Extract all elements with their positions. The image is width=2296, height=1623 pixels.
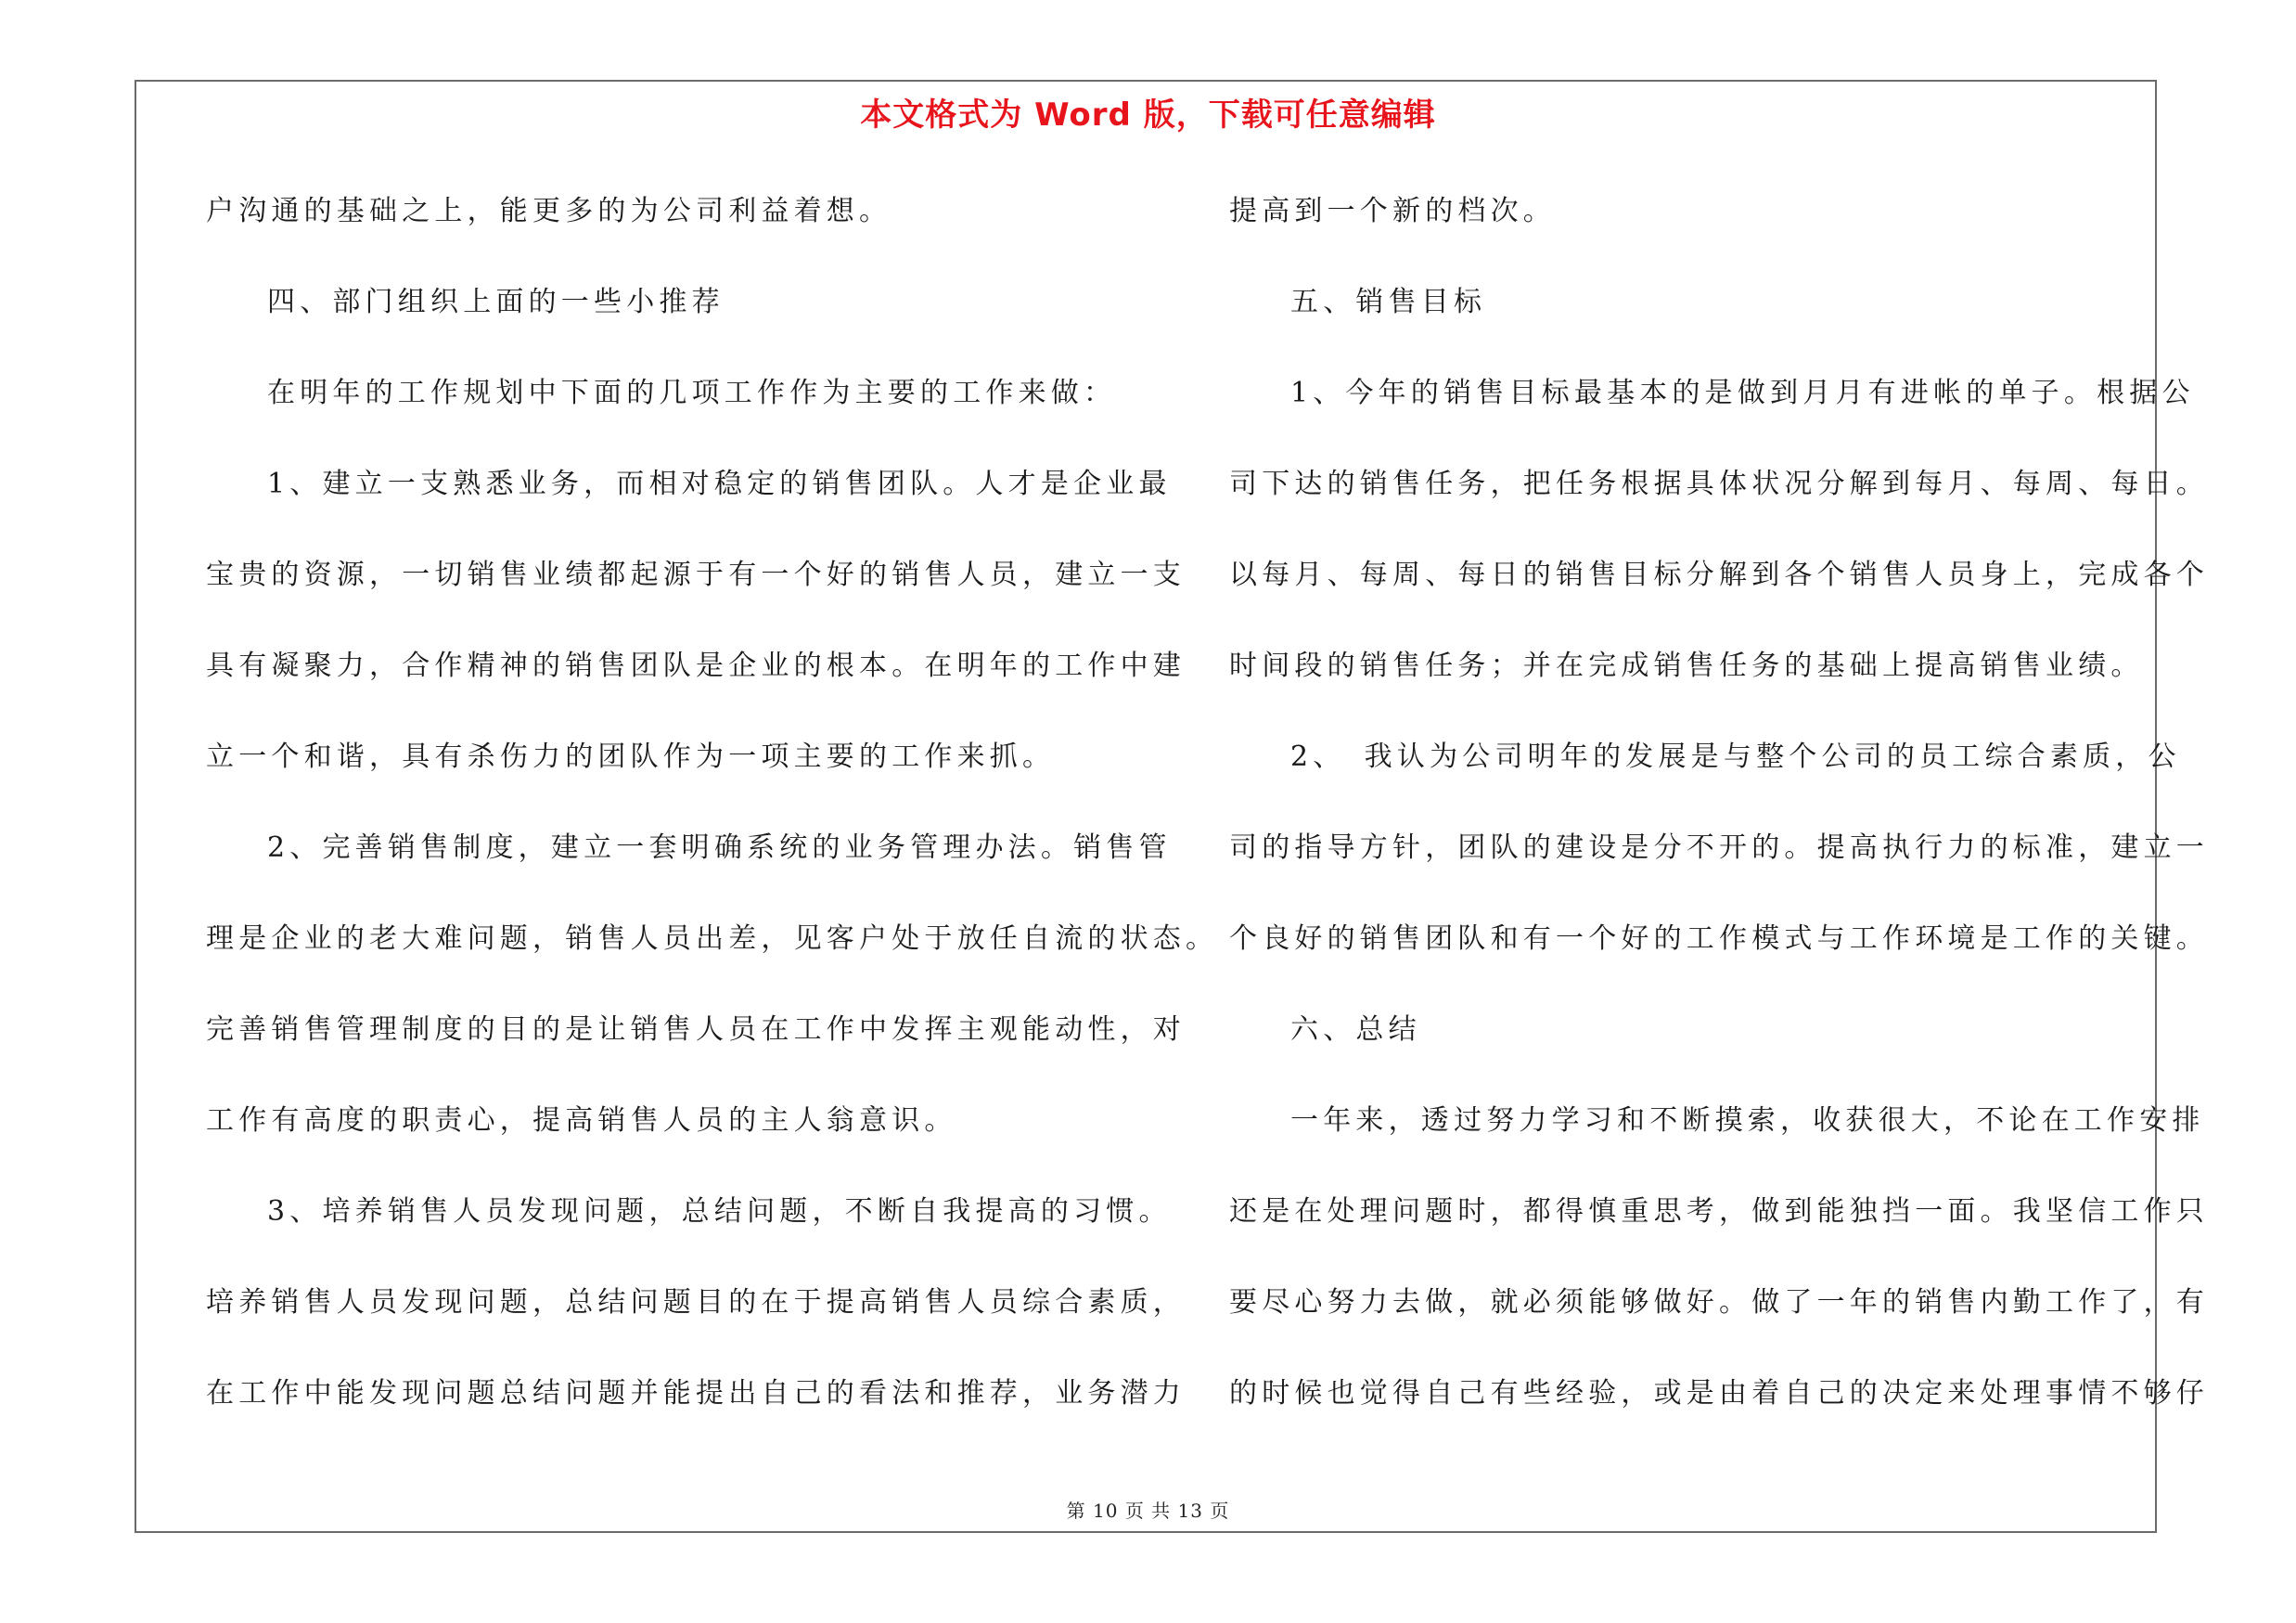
paragraph-line: 3、培养销售人员发现问题，总结问题，不断自我提高的习惯。 <box>267 1195 1172 1228</box>
paragraph-line: 还是在处理问题时，都得慎重思考，做到能独挡一面。我坚信工作只 <box>1229 1195 2209 1228</box>
paragraph-line: 要尽心努力去做，就必须能够做好。做了一年的销售内勤工作了，有 <box>1229 1286 2209 1319</box>
paragraph-line: 工作有高度的职责心，提高销售人员的主人翁意识。 <box>206 1104 957 1137</box>
section-heading-4: 四、部门组织上面的一些小推荐 <box>267 286 725 318</box>
paragraph-line: 一年来，透过努力学习和不断摸索，收获很大，不论在工作安排 <box>1290 1104 2205 1137</box>
paragraph-line: 以每月、每周、每日的销售目标分解到各个销售人员身上，完成各个 <box>1229 559 2209 591</box>
paragraph-line: 2、 我认为公司明年的发展是与整个公司的员工综合素质，公 <box>1290 741 2181 773</box>
paragraph-line: 个良好的销售团队和有一个好的工作模式与工作环境是工作的关键。 <box>1229 922 2209 955</box>
page-number-footer: 第 10 页 共 13 页 <box>1066 1500 1230 1522</box>
right-text-column <box>1229 181 2209 1454</box>
paragraph-line: 司下达的销售任务，把任务根据具体状况分解到每月、每周、每日。 <box>1229 468 2209 500</box>
paragraph-line: 培养销售人员发现问题，总结问题目的在于提高销售人员综合素质， <box>206 1286 1186 1319</box>
section-heading-6: 六、总结 <box>1290 1013 1421 1046</box>
paragraph-line: 宝贵的资源，一切销售业绩都起源于有一个好的销售人员，建立一支 <box>206 559 1186 591</box>
paragraph-line: 司的指导方针，团队的建设是分不开的。提高执行力的标准，建立一 <box>1229 831 2209 864</box>
paragraph-line: 2、完善销售制度，建立一套明确系统的业务管理办法。销售管 <box>267 831 1172 864</box>
paragraph-line: 在明年的工作规划中下面的几项工作作为主要的工作来做： <box>267 377 1117 409</box>
paragraph-line: 完善销售管理制度的目的是让销售人员在工作中发挥主观能动性，对 <box>206 1013 1186 1046</box>
paragraph-line: 1、建立一支熟悉业务，而相对稳定的销售团队。人才是企业最 <box>267 468 1172 500</box>
paragraph-line: 在工作中能发现问题总结问题并能提出自己的看法和推荐，业务潜力 <box>206 1377 1186 1410</box>
paragraph-line: 提高到一个新的档次。 <box>1229 195 1556 227</box>
paragraph-line: 1、今年的销售目标最基本的是做到月月有进帐的单子。根据公 <box>1290 377 2195 409</box>
paragraph-line: 立一个和谐，具有杀伤力的团队作为一项主要的工作来抓。 <box>206 741 1056 773</box>
paragraph-line: 具有凝聚力，合作精神的销售团队是企业的根本。在明年的工作中建 <box>206 650 1186 682</box>
paragraph-line: 的时候也觉得自己有些经验，或是由着自己的决定来处理事情不够仔 <box>1229 1377 2209 1410</box>
left-text-column <box>206 181 1219 1454</box>
paragraph-line: 户沟通的基础之上，能更多的为公司利益着想。 <box>206 195 892 227</box>
section-heading-5: 五、销售目标 <box>1290 286 1487 318</box>
paragraph-line: 时间段的销售任务；并在完成销售任务的基础上提高销售业绩。 <box>1229 650 2144 682</box>
word-format-banner: 本文格式为 Word 版，下载可任意编辑 <box>860 97 1436 134</box>
paragraph-line: 理是企业的老大难问题，销售人员出差，见客户处于放任自流的状态。 <box>206 922 1219 955</box>
